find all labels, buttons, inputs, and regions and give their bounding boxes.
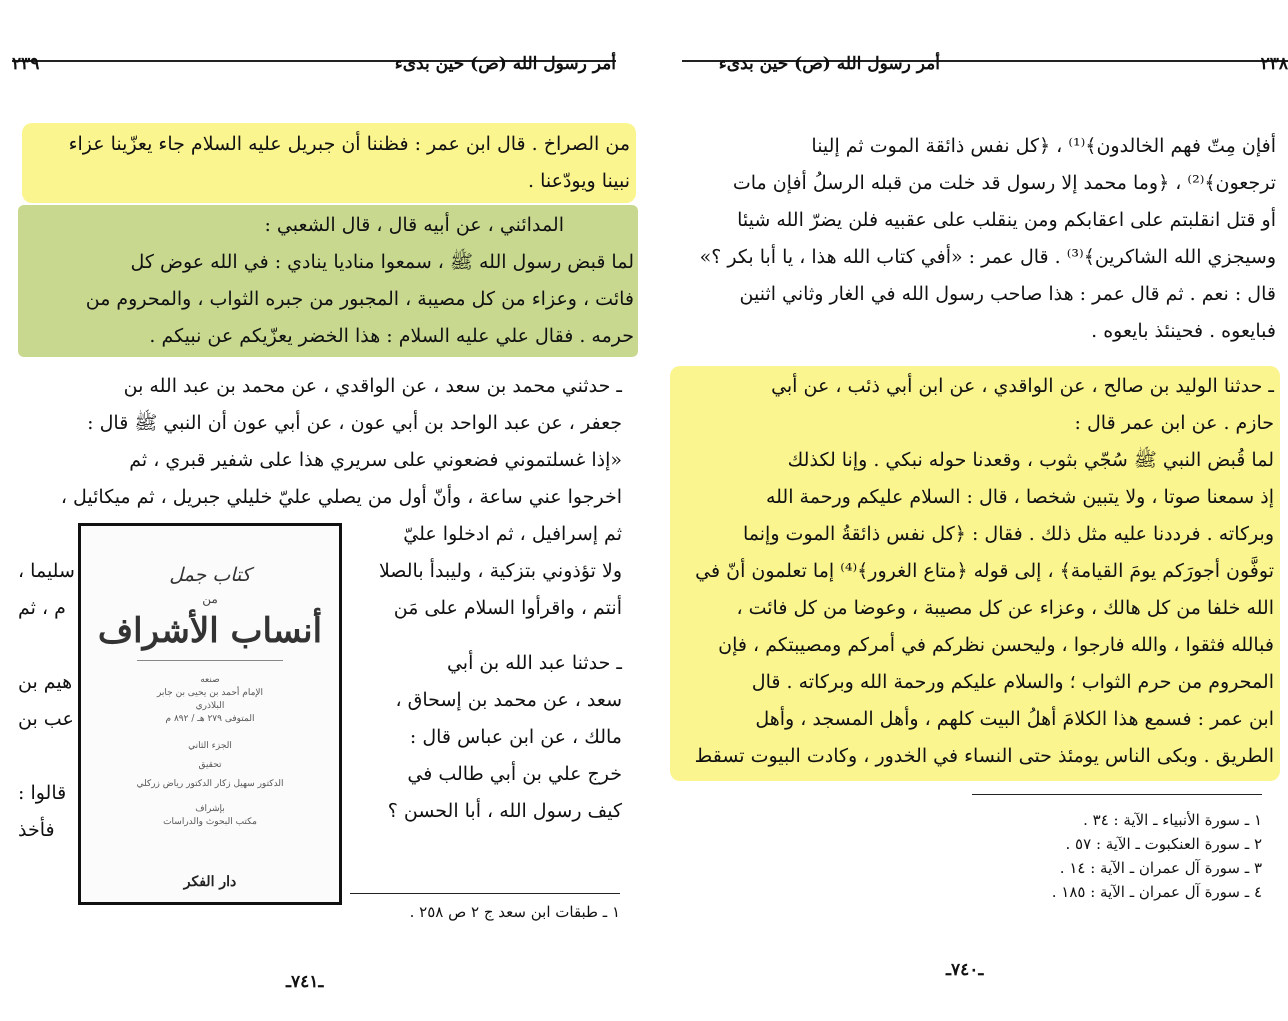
page-number: ٢٣٨ (1260, 54, 1288, 74)
body-text-fragments-left (18, 516, 76, 849)
text-line: ـ حدثنا عبد الله بن أبي (446, 652, 622, 674)
body-text (18, 368, 622, 516)
text-line: قال : نعم . ثم قال عمر : هذا صاحب رسول الله في الغار وثاني اثنين (739, 283, 1276, 305)
text-line: المحروم من حرم الثواب ؛ والسلام عليكم ورحمة الله وبركاته . قال (751, 671, 1274, 693)
cover-line: صنعه (200, 675, 220, 685)
text-line: لما قبض رسول الله ﷺ ، سمعوا مناديا ينادي : في الله عوض كل (130, 251, 634, 273)
text-line: لما قُبض النبي ﷺ سُجّي بثوب ، وقعدنا حوله نبكي . وإنا لكذلك (787, 449, 1274, 471)
folio: ـ٧٤١ـ (286, 972, 324, 992)
text-line: م ، ثم (18, 597, 66, 619)
footnote-rule (350, 893, 620, 894)
text-line: سعد ، عن محمد بن إسحاق ، (395, 689, 622, 711)
text-line: ـ حدثنا الوليد بن صالح ، عن الواقدي ، عن ابن أبي ذئب ، عن أبي (771, 375, 1274, 397)
text-line: «إذا غسلتموني فضعوني على سريري هذا على شفير قبري ، ثم (129, 449, 622, 471)
running-title: أمر رسول الله (ص) حين بدىء (394, 54, 616, 74)
running-title: أمر رسول الله (ص) حين بدىء (718, 54, 940, 74)
text-line: إذ سمعنا صوتا ، ولا يتبين شخصا ، قال : السلام عليكم ورحمة الله (765, 486, 1274, 508)
text-line: الطريق . وبكى الناس يومئذ حتى النساء في الخدور ، وكادت البيوت تسقط (694, 745, 1274, 767)
text-line: ثم إسرافيل ، ثم ادخلوا عليّ (403, 523, 622, 545)
publisher-logo: دار الفكر (183, 874, 237, 890)
cover-top-line: كتاب جمل (169, 564, 251, 586)
text-line: فبالله فثقوا ، والله فارجوا ، وليحسن نظركم في أمركم ومصيبتكم ، فإن (718, 634, 1274, 656)
footnote-rule (972, 794, 1262, 795)
cover-title: أنساب الأشراف (97, 611, 323, 651)
text-line: أو قتل انقلبتم على اعقابكم ومن ينقلب على عقبيه فلن يضرّ الله شيئا (737, 209, 1276, 231)
text-line: الله خلفا من كل هالك ، وعزاء عن كل مصيبة ، وعوضا من كل فائت ، (736, 597, 1274, 619)
footnotes (350, 900, 620, 924)
text-line: توفَّون أجورَكم يومَ القيامة﴾ ، إلى قوله ﴿متاع الغرور﴾⁽⁴⁾ إما تعلمون أنّ في (695, 560, 1274, 582)
text-line: نبينا ويودّعنا . (528, 170, 630, 192)
highlighted-passage-green (18, 205, 638, 357)
cover-line: الجزء الثاني (188, 741, 232, 751)
text-line: ولا تؤذوني بتزكية ، وليبدأ بالصلا (378, 560, 622, 582)
text-line: وبركاته . فرددنا عليه مثل ذلك . فقال : ﴿كل نفس ذائقةُ الموت وإنما (743, 523, 1274, 545)
cover-divider (137, 660, 283, 661)
book-cover-image (78, 523, 342, 905)
cover-line: تحقيق (198, 760, 222, 770)
text-line: ـ حدثني محمد بن سعد ، عن الواقدي ، عن محمد بن عبد الله بن (123, 375, 622, 397)
text-line: ترجعون﴾⁽²⁾ ، ﴿وما محمد إلا رسول قد خلت من قبله الرسلُ أفإن مات (732, 172, 1276, 194)
text-line: حازم . عن ابن عمر قال : (1074, 412, 1274, 434)
cover-min: من (202, 592, 218, 606)
text-line: جعفر ، عن عبد الواحد بن أبي عون ، عن أبي عون أن النبي ﷺ قال : (87, 412, 622, 434)
cover-line: الإمام أحمد بن يحيى بن جابر (156, 688, 264, 698)
text-line (18, 627, 76, 664)
text-line: هيم بن (18, 671, 73, 693)
text-line: وسيجزي الله الشاكرين﴾⁽³⁾ . قال عمر : «أفي كتاب الله هذا ، يا أبا بكر ؟» (699, 246, 1276, 268)
page-number: ٢٣٩ (12, 54, 40, 74)
text-line: المدائني ، عن أبيه قال ، قال الشعبي : (264, 214, 564, 236)
cover-line: المتوفى ٢٧٩ هـ / ٨٩٢ م (165, 714, 255, 724)
footnote: ١ ـ طبقات ابن سعد ج ٢ ص ٢٥٨ . (409, 903, 620, 921)
footnote: ١ ـ سورة الأنبياء ـ الآية : ٣٤ . (1083, 811, 1262, 829)
cover-line: بإشراف (195, 804, 225, 814)
text-line: أفإن مِتّ فهم الخالدون﴾⁽¹⁾ ، ﴿كل نفس ذائقة الموت ثم إلينا (811, 135, 1276, 157)
body-text (682, 128, 1276, 350)
text-line: ابن عمر : فسمع هذا الكلامَ أهلُ البيت كلهم ، وأهل المسجد ، وأهل (755, 708, 1274, 730)
running-header-left (12, 54, 616, 74)
text-line: كيف رسول الله ، أبا الحسن ؟ (387, 800, 622, 822)
text-line: خرج علي بن أبي طالب في (407, 763, 622, 785)
running-header-right (682, 54, 1288, 74)
cover-line: مكتب البحوث والدراسات (163, 817, 257, 827)
footnote: ٤ ـ سورة آل عمران ـ الآية : ١٨٥ . (1051, 883, 1262, 901)
text-line: فائت ، وعزاء من كل مصيبة ، المجبور من جبره الثواب ، والمحروم من (85, 288, 634, 310)
folio: ـ٧٤٠ـ (946, 960, 984, 980)
text-line (18, 738, 76, 775)
text-line (18, 516, 76, 553)
text-line: عب بن (18, 708, 74, 730)
footnote: ٢ ـ سورة العنكبوت ـ الآية : ٥٧ . (1065, 835, 1262, 853)
highlighted-passage-yellow (22, 123, 636, 203)
text-line: حرمه . فقال علي عليه السلام : هذا الخضر يعزّيكم عن نبيكم . (149, 325, 634, 347)
text-line: سليما ، (18, 560, 75, 582)
text-line: قالوا : (18, 782, 67, 804)
text-line: مالك ، عن ابن عباس قال : (409, 726, 622, 748)
highlighted-passage-yellow (670, 366, 1280, 781)
text-line: فبايعوه . فحينئذ بايعوه . (1091, 320, 1276, 342)
footnote: ٣ ـ سورة آل عمران ـ الآية : ١٤ . (1059, 859, 1262, 877)
body-text-fragments-right (350, 516, 622, 830)
text-line: أنتم ، واقرأوا السلام على مَن (393, 597, 622, 619)
cover-details (99, 674, 321, 829)
text-line: من الصراخ . قال ابن عمر : فظننا أن جبريل عليه السلام جاء يعزّينا عزاء (68, 133, 630, 155)
cover-line: الدكتور سهيل زكار الدكتور رياض زركلي (136, 779, 284, 789)
text-line: اخرجوا عني ساعة ، وأنّ أول من يصلي عليّ خليلي جبريل ، ثم ميكائيل ، (60, 486, 622, 508)
text-line: فأخذ (18, 819, 55, 841)
right-page (640, 0, 1288, 1021)
footnotes (940, 808, 1262, 904)
cover-line: البلاذري (195, 701, 225, 711)
